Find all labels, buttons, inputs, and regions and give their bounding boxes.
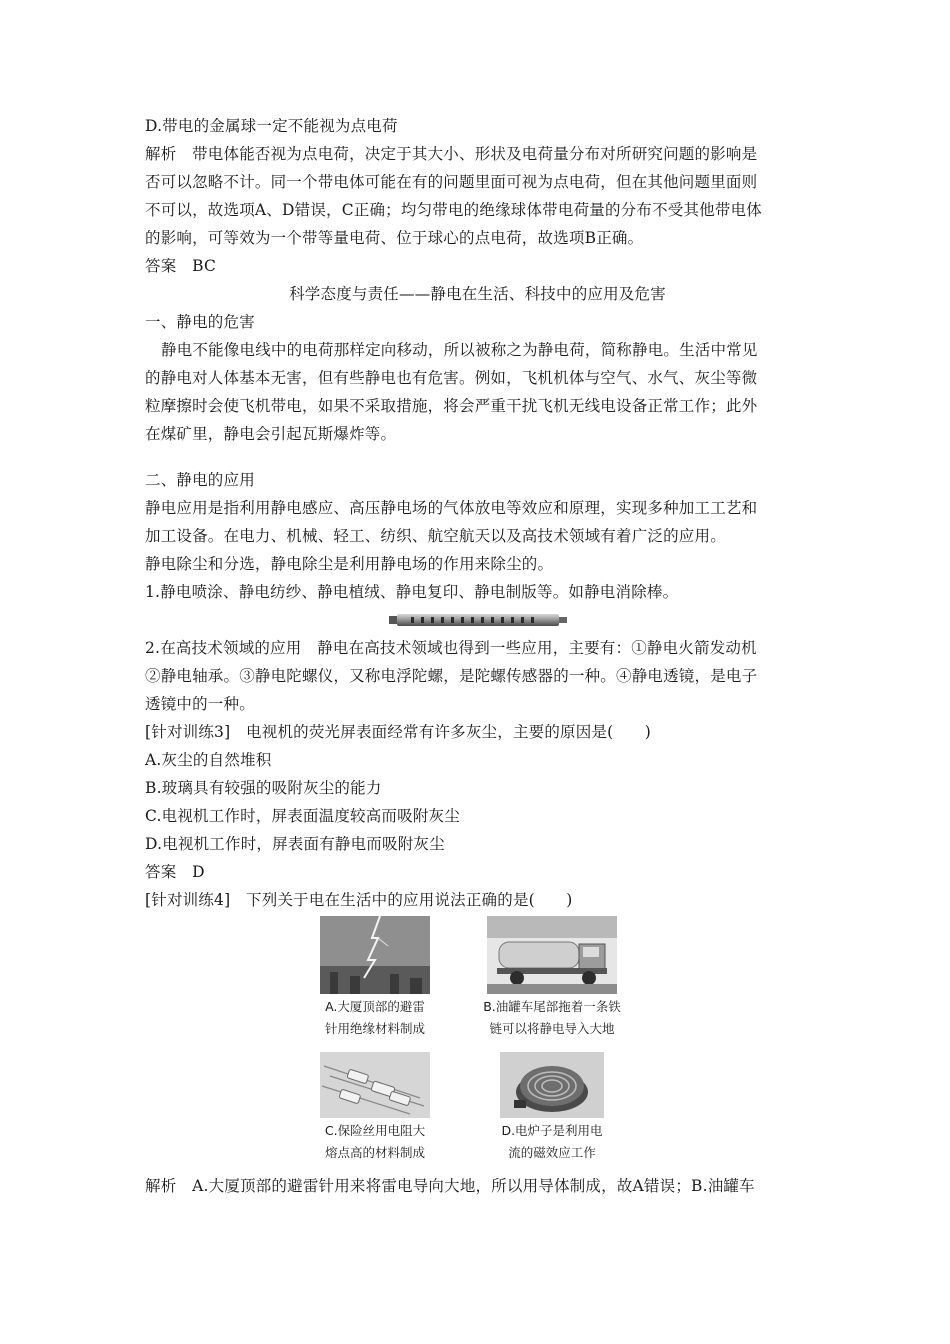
figure-option-a: [295, 916, 455, 1038]
figure-caption: D.电炉子是利用电: [501, 1123, 603, 1138]
figure-option-d: [472, 1052, 632, 1162]
option-a: A.灰尘的自然堆积: [145, 751, 272, 769]
option-c: C.电视机工作时，屏表面温度较高而吸附灰尘: [145, 807, 460, 825]
figure-caption: B.油罐车尾部拖着一条铁: [483, 999, 621, 1014]
analysis-line: 解析 A.大厦顶部的避雷针用来将雷电导向大地，所以用导体制成，故A错误；B.油罐车: [145, 1177, 755, 1195]
analysis-line: 的影响，可等效为一个带等量电荷、位于球心的点电荷，故选项B正确。: [145, 229, 644, 247]
list-item: 2.在高技术领域的应用 静电在高技术领域也得到一些应用，主要有：①静电火箭发动机: [145, 639, 757, 657]
electric-stove-image: [500, 1052, 604, 1118]
question-3: [针对训练3] 电视机的荧光屏表面经常有许多灰尘，主要的原因是( ): [145, 723, 652, 741]
paragraph-line: 静电应用是指利用静电感应、高压静电场的气体放电等效应和原理，实现多种加工工艺和: [145, 499, 758, 517]
question-4: [针对训练4] 下列关于电在生活中的应用说法正确的是( ): [145, 891, 573, 909]
figure-caption: A.大厦顶部的避雷: [325, 999, 425, 1014]
analysis-line: 否可以忽略不计。同一个带电体可能在有的问题里面可视为点电荷，但在其他问题里面则: [145, 173, 758, 191]
figure-option-b: [472, 916, 632, 1038]
list-item: 1.静电喷涂、静电纺纱、静电植绒、静电复印、静电制版等。如静电消除棒。: [145, 583, 679, 601]
figure-caption: 流的磁效应工作: [508, 1145, 596, 1160]
figure-caption: 熔点高的材料制成: [324, 1145, 425, 1160]
paragraph-line: 的静电对人体基本无害，但有些静电也有危害。例如，飞机机体与空气、水气、灰尘等微: [145, 369, 758, 387]
paragraph-line: 粒摩擦时会使飞机带电，如果不采取措施，将会严重干扰飞机无线电设备正常工作；此外: [145, 397, 758, 415]
figure-caption: 链可以将静电导入大地: [489, 1021, 615, 1036]
heading-hazards: 一、静电的危害: [145, 313, 255, 331]
lightning-image: [320, 916, 430, 994]
option-d: D.电视机工作时，屏表面有静电而吸附灰尘: [145, 835, 445, 853]
option-b: B.玻璃具有较强的吸附灰尘的能力: [145, 779, 382, 797]
paragraph-line: 在煤矿里，静电会引起瓦斯爆炸等。: [145, 425, 397, 443]
figure-caption: 针用绝缘材料制成: [324, 1021, 425, 1036]
heading-applications: 二、静电的应用: [145, 471, 255, 489]
analysis-line: 不可以，故选项A、D错误，C正确；均匀带电的绝缘球体带电荷量的分布不受其他带电体: [145, 201, 762, 219]
analysis-line: 解析 带电体能否视为点电荷，决定于其大小、形状及电荷量分布对所研究问题的影响是: [145, 145, 758, 163]
document-page: [145, 112, 810, 1200]
answer-line: 答案 D: [145, 863, 205, 881]
figure-caption: C.保险丝用电阻大: [324, 1123, 426, 1138]
fuses-image: [320, 1052, 430, 1118]
tank-truck-image: [487, 916, 617, 994]
list-item: 透镜中的一种。: [145, 695, 255, 713]
answer-line: 答案 BC: [145, 257, 217, 275]
option-d-line: D.带电的金属球一定不能视为点电荷: [145, 117, 398, 135]
figure-option-c: [295, 1052, 455, 1162]
paragraph-line: 静电除尘和分选，静电除尘是利用静电场的作用来除尘的。: [145, 555, 554, 573]
section-title: 科学态度与责任——静电在生活、科技中的应用及危害: [289, 285, 666, 303]
question-4-figure: [145, 916, 810, 1172]
static-eliminator-rod-image: [145, 612, 810, 628]
list-item: ②静电轴承。③静电陀螺仪，又称电浮陀螺，是陀螺传感器的一种。④静电透镜，是电子: [145, 667, 758, 685]
paragraph-line: 静电不能像电线中的电荷那样定向移动，所以被称之为静电荷，简称静电。生活中常见: [161, 341, 758, 359]
paragraph-line: 加工设备。在电力、机械、轻工、纺织、航空航天以及高技术领域有着广泛的应用。: [145, 527, 726, 545]
